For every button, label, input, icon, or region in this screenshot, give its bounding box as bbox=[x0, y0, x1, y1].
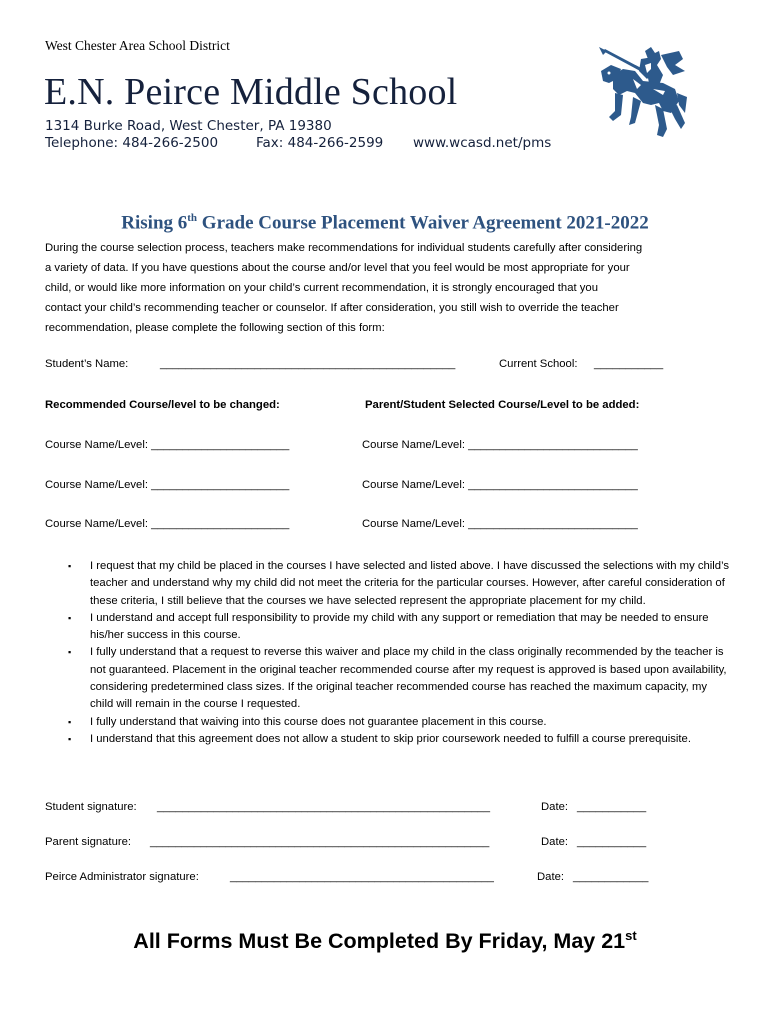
intro-line-4: contact your child’s recommending teacher or counselor. If after consideration, you still wish to override the teacher bbox=[45, 302, 619, 314]
admin-date-field[interactable]: ____________ bbox=[573, 871, 649, 883]
selected-course-field-1[interactable]: Course Name/Level: ___________________________ bbox=[362, 439, 638, 451]
agreement-bullet-list bbox=[68, 558, 730, 748]
parent-signature-label: Parent signature: bbox=[45, 836, 132, 848]
school-address: 1314 Burke Road, West Chester, PA 19380 bbox=[45, 118, 332, 134]
parent-signature-field[interactable]: ______________________________________________________ bbox=[150, 836, 490, 848]
title-pre: Rising 6 bbox=[121, 212, 188, 234]
school-website-text[interactable]: www.wcasd.net/pms bbox=[413, 135, 552, 151]
bullet-icon: ▪ bbox=[68, 647, 72, 658]
parent-date-label: Date: bbox=[541, 836, 569, 848]
admin-date-label: Date: bbox=[537, 871, 565, 883]
deadline-superscript: st bbox=[625, 928, 637, 943]
student-signature-label: Student signature: bbox=[45, 801, 137, 813]
recommended-course-field-2[interactable]: Course Name/Level: ______________________ bbox=[45, 479, 290, 491]
bullet-icon: ▪ bbox=[68, 716, 72, 727]
bullet-text: I fully understand that waiving into this course does not guarantee placement in this course. bbox=[90, 715, 547, 728]
school-fax: Fax: 484-266-2599 bbox=[256, 135, 384, 151]
intro-line-1: During the course selection process, teachers make recommendations for individual students carefully after considering bbox=[45, 242, 643, 254]
student-name-field[interactable]: _______________________________________________ bbox=[160, 358, 456, 370]
selected-course-heading: Parent/Student Selected Course/Level to be added: bbox=[365, 399, 640, 411]
school-telephone: Telephone: 484-266-2500 bbox=[45, 135, 219, 151]
title-post: Grade Course Placement Waiver Agreement 2021-2022 bbox=[197, 212, 649, 234]
school-website[interactable] bbox=[413, 135, 551, 151]
intro-line-5: recommendation, please complete the following section of this form: bbox=[45, 322, 385, 334]
bullet-text: I understand that this agreement does not allow a student to skip prior coursework needed to fulfill a course prerequisite. bbox=[90, 732, 691, 745]
selected-course-field-3[interactable]: Course Name/Level: ___________________________ bbox=[362, 518, 638, 530]
bullet-text: I request that my child be placed in the courses I have selected and listed above. I have discussed the selections with my child’s teacher and understand why my child did not meet the criteria for the particular courses. However, after careful consideration of these criteria, I still believe that the courses we have selected represent the appropriate placement for my child. bbox=[90, 560, 730, 607]
bullet-text: I understand and accept full responsibility to provide my child with any support or remediation that may be needed to ensure his/her success in this course. bbox=[90, 611, 709, 642]
deadline-notice bbox=[0, 928, 770, 954]
student-date-label: Date: bbox=[541, 801, 569, 813]
admin-signature-label: Peirce Administrator signature: bbox=[45, 871, 199, 883]
student-date-field[interactable]: ___________ bbox=[577, 801, 647, 813]
recommended-course-field-1[interactable]: Course Name/Level: ______________________ bbox=[45, 439, 290, 451]
district-name: West Chester Area School District bbox=[45, 38, 230, 53]
agreement-bullet bbox=[68, 644, 730, 713]
knight-on-horse-icon bbox=[593, 45, 689, 145]
student-name-label: Student’s Name: bbox=[45, 358, 129, 370]
current-school-label: Current School: bbox=[499, 358, 578, 370]
school-name: E.N. Peirce Middle School bbox=[44, 71, 458, 113]
bullet-text: I fully understand that a request to reverse this waiver and place my child in the class originally recommended by the teacher is not guaranteed. Placement in the original teacher recommended course after my request is approved is based upon availability, considering predetermined class sizes. If the original teacher recommended course has reached the maximum capacity, my child will remain in the course I requested. bbox=[90, 646, 727, 711]
form-title bbox=[0, 212, 770, 234]
parent-date-field[interactable]: ___________ bbox=[577, 836, 647, 848]
bullet-icon: ▪ bbox=[68, 561, 72, 571]
intro-line-3: child, or would like more information on your child’s current recommendation, it is strongly encouraged that you bbox=[45, 282, 598, 294]
selected-course-field-2[interactable]: Course Name/Level: ___________________________ bbox=[362, 479, 638, 491]
intro-line-2: a variety of data. If you have questions about the course and/or level that you feel would be most appropriate for your bbox=[45, 262, 630, 274]
bullet-icon: ▪ bbox=[68, 612, 72, 623]
agreement-bullet bbox=[68, 731, 730, 748]
current-school-field[interactable]: ___________ bbox=[594, 358, 664, 370]
agreement-bullet bbox=[68, 558, 730, 610]
admin-signature-field[interactable]: __________________________________________ bbox=[230, 871, 494, 883]
bullet-icon: ▪ bbox=[68, 733, 72, 744]
title-superscript: th bbox=[187, 212, 198, 224]
recommended-course-heading: Recommended Course/level to be changed: bbox=[45, 399, 280, 411]
student-signature-field[interactable]: _____________________________________________________ bbox=[157, 801, 490, 813]
agreement-bullet bbox=[68, 714, 730, 731]
recommended-course-field-3[interactable]: Course Name/Level: ______________________ bbox=[45, 518, 290, 530]
agreement-bullet bbox=[68, 610, 730, 645]
deadline-text: All Forms Must Be Completed By Friday, May 21 bbox=[133, 929, 626, 954]
